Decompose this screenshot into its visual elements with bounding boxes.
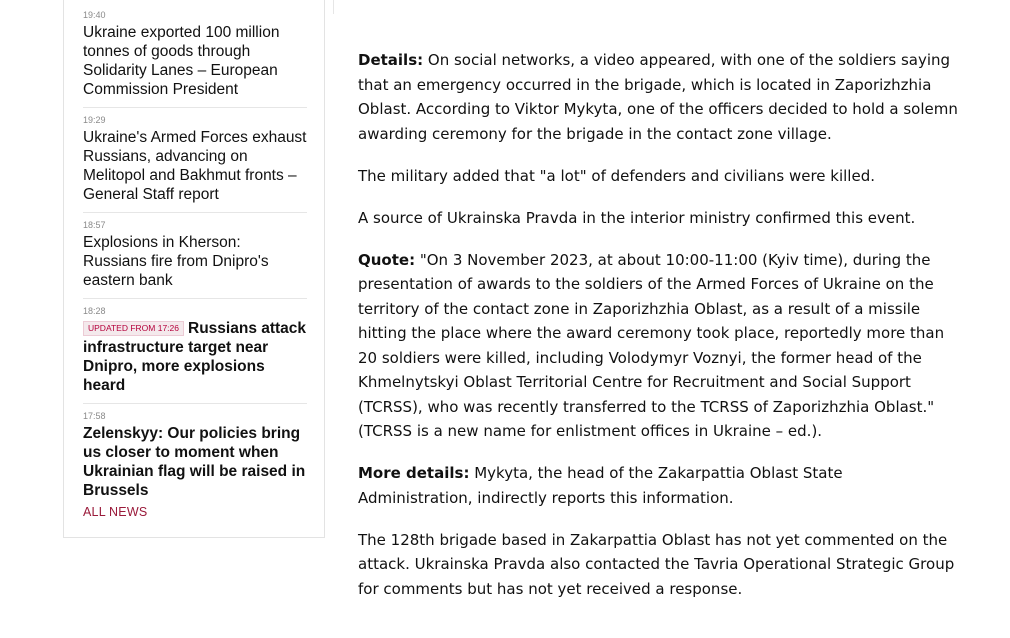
article-paragraph: A source of Ukrainska Pravda in the interior ministry confirmed this event. [358, 208, 916, 227]
paragraph-text: On social networks, a video appeared, with one of the soldiers saying that an emergency occurred in the brigade, which is located in Zaporizhzhia Oblast. According to Viktor Mykyta, one of the officers decided to hold a solemn awarding ceremony for the brigade in the contact zone village. [358, 51, 958, 143]
news-time: 18:57 [83, 220, 106, 230]
news-title-link[interactable]: Explosions in Kherson: Russians fire from Dnipro's eastern bank [83, 234, 269, 289]
article-paragraph: The 128th brigade based in Zakarpattia Oblast has not yet commented on the attack. Ukrainska Pravda also contacted the Tavria Operational Strategic Group for comments but has not yet received a response. [358, 530, 955, 598]
news-title-link[interactable]: Ukraine exported 100 million tonnes of goods through Solidarity Lanes – European Commission President [83, 24, 280, 98]
paragraph-lead: More details: [358, 464, 470, 482]
news-item[interactable] [83, 219, 307, 299]
top-divider [333, 0, 334, 14]
news-title-link[interactable]: Zelenskyy: Our policies bring us closer to moment when Ukrainian flag will be raised in Brussels [83, 425, 306, 499]
news-time: 17:58 [83, 411, 106, 421]
news-item[interactable] [83, 114, 307, 213]
news-title-link[interactable] [83, 319, 307, 395]
article-quote-paragraph [358, 248, 958, 444]
updated-badge: UPDATED FROM 17:26 [83, 321, 184, 336]
article-paragraph: The military added that "a lot" of defenders and civilians were killed. [358, 166, 875, 185]
paragraph-text: Mykyta, the head of the Zakarpattia Oblast State Administration, indirectly reports this information. [358, 464, 843, 507]
news-title-link[interactable]: Ukraine's Armed Forces exhaust Russians, advancing on Melitopol and Bakhmut fronts – General Staff report [83, 129, 307, 203]
all-news-link[interactable]: ALL NEWS [83, 505, 148, 519]
news-item[interactable] [83, 410, 307, 508]
news-title-text: Russians attack infrastructure target near Dnipro, more explosions heard [83, 320, 307, 394]
news-time: 18:28 [83, 306, 106, 316]
paragraph-lead: Details: [358, 51, 424, 69]
news-list [83, 9, 307, 514]
news-time: 19:29 [83, 115, 106, 125]
article-paragraph [358, 48, 958, 146]
article-paragraph [358, 461, 958, 510]
paragraph-text: "On 3 November 2023, at about 10:00-11:00 (Kyiv time), during the presentation of awards to the soldiers of the Armed Forces of Ukraine on the territory of the contact zone in Zaporizhzhia Oblast, as a result of a missile hitting the place where the award ceremony took place, reportedly more than 20 soldiers were killed, including Volodymyr Voznyi, the former head of the Khmelnytskyi Oblast Territorial Centre for Recruitment and Social Support (TCRSS), who was recently transferred to the TCRSS of Zaporizhzhia Oblast." (TCRSS is a new name for enlistment offices in Ukraine – ed.). [358, 250, 945, 440]
news-time: 19:40 [83, 10, 106, 20]
paragraph-lead: Quote: [358, 250, 416, 269]
news-sidebar [63, 0, 325, 538]
news-item[interactable] [83, 305, 307, 404]
article-body [358, 48, 958, 619]
news-item[interactable] [83, 9, 307, 108]
